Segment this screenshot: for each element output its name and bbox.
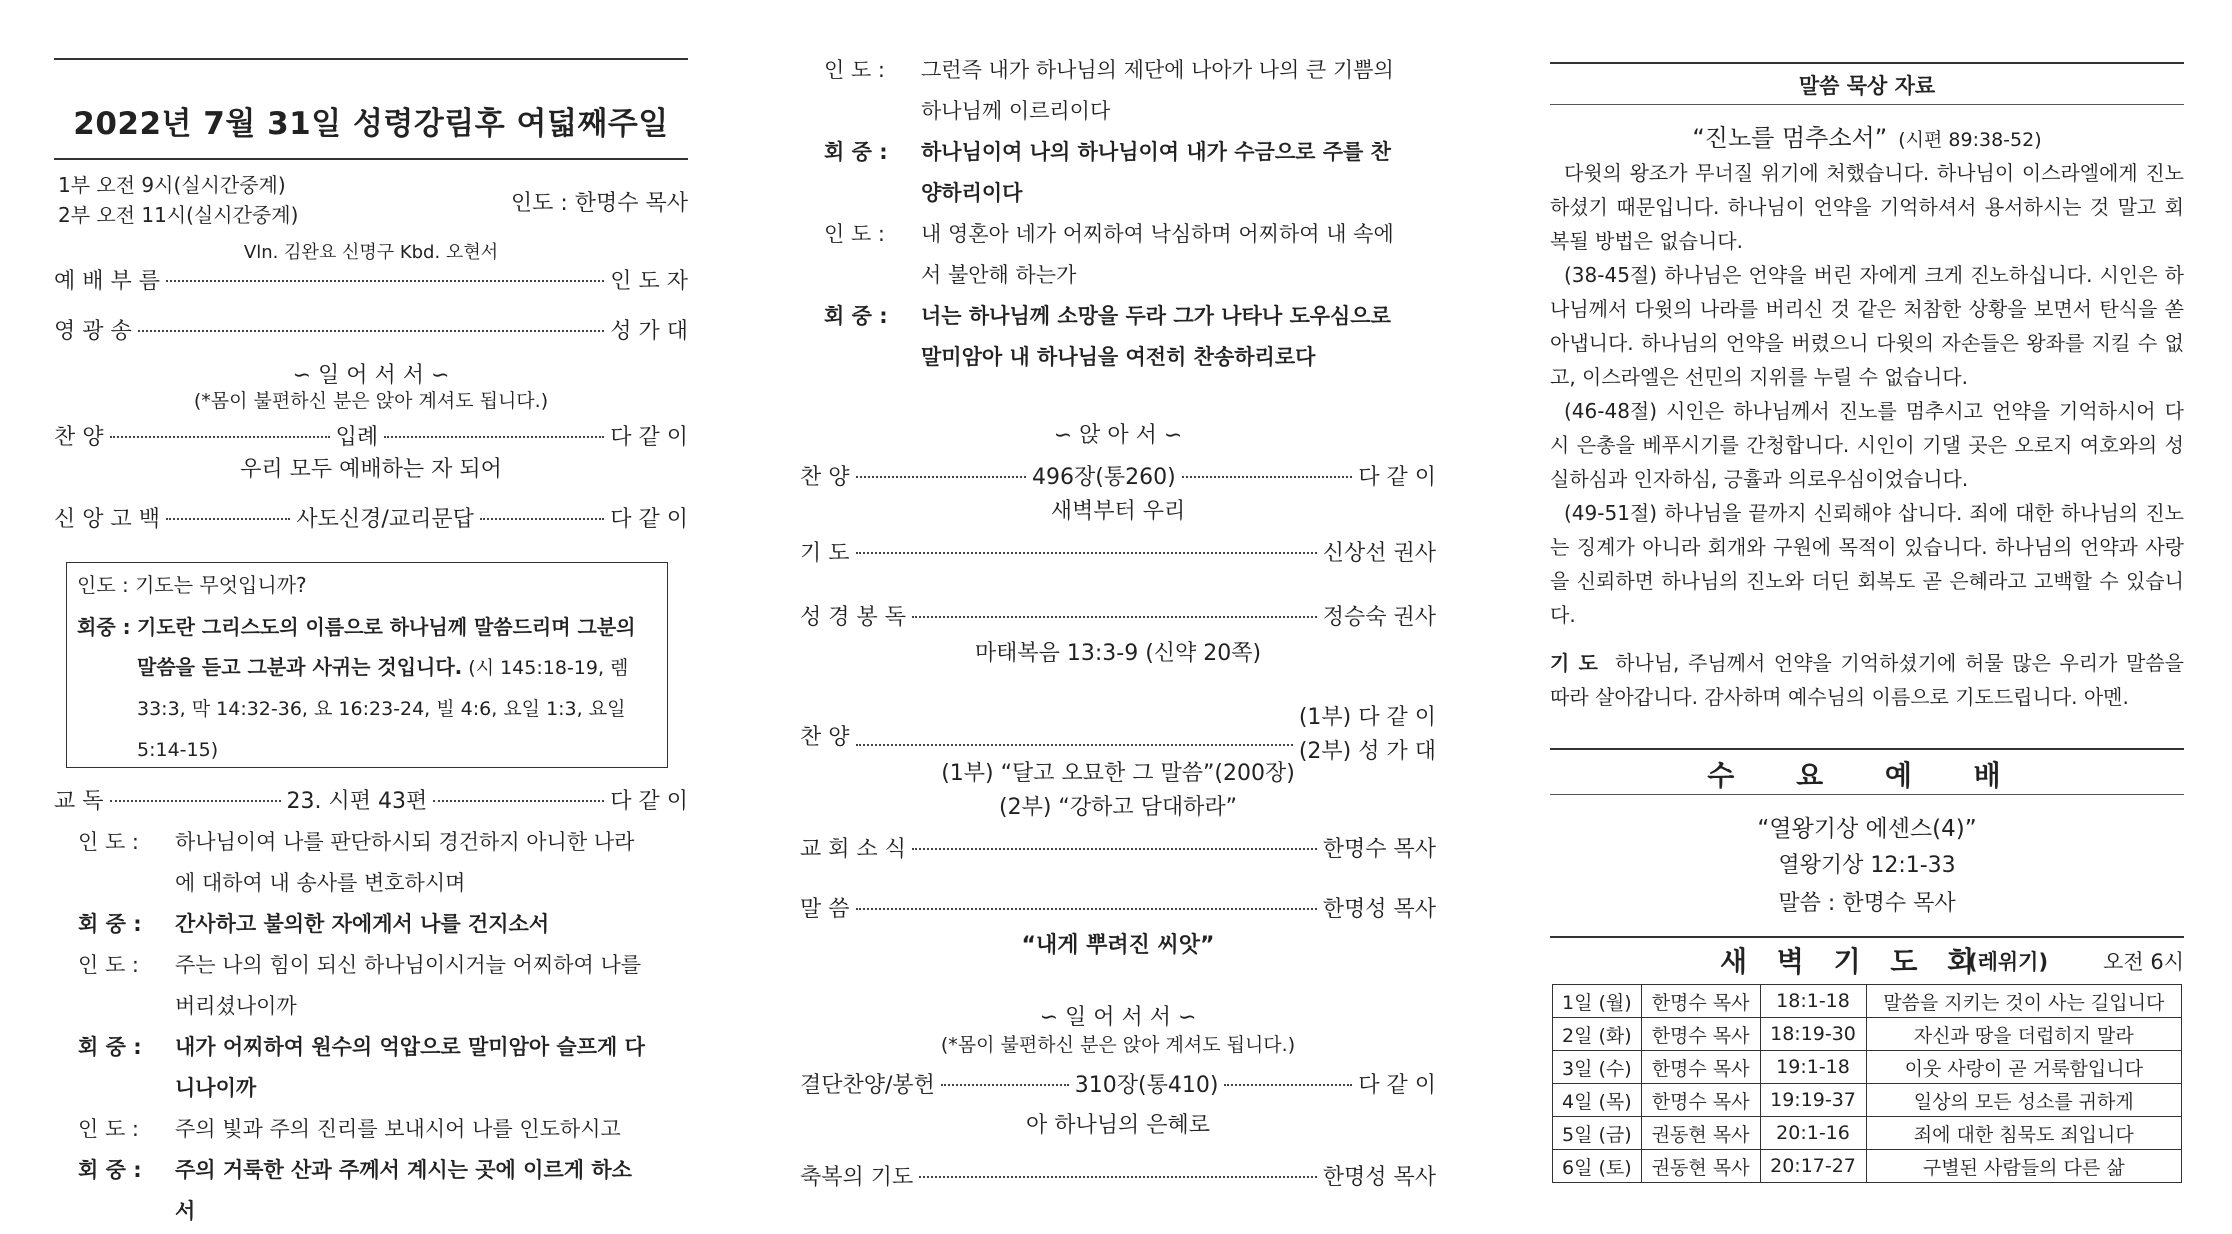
day-cell: 3일 (수) bbox=[1553, 1051, 1642, 1084]
benediction: 축복의 기도 한명성 목사 bbox=[800, 1165, 1436, 1190]
sermon-title: “내게 뿌려진 씨앗” bbox=[1021, 933, 1215, 958]
stand-note-2: (*몸이 불편하신 분은 앉아 계셔도 됩니다.) bbox=[940, 1034, 1296, 1056]
musicians: Vln. 김완요 신명구 Kbd. 오현서 bbox=[243, 242, 499, 263]
confession-of-faith: 신 앙 고 백 사도신경/교리문답 다 같 이 bbox=[54, 507, 688, 532]
anthem-1: (1부) “달고 오묘한 그 말씀”(200장) bbox=[941, 761, 1295, 786]
wednesday-passage: 열왕기상 12:1-33 bbox=[1778, 853, 1956, 878]
dawn-prayer-schedule bbox=[1552, 984, 2182, 1183]
hymn-entrance-title: 우리 모두 예배하는 자 되어 bbox=[240, 457, 502, 482]
meditation-header: 말씀 묵상 자료 bbox=[1798, 74, 1936, 98]
speaker-cell: 한명수 목사 bbox=[1641, 1051, 1760, 1084]
theme-cell: 죄에 대한 침묵도 죄입니다 bbox=[1866, 1117, 2182, 1150]
service-2: 2부 오전 11시(실시간중계) bbox=[58, 203, 299, 227]
day-cell: 6일 (토) bbox=[1553, 1150, 1642, 1183]
leader-line: 인 도 : 내 영혼아 네가 어찌하여 낙심하며 어찌하여 내 속에서 불안해 하는가 bbox=[824, 222, 1394, 287]
stand-marker: ∽ 일 어 서 서 ∽ bbox=[292, 363, 450, 388]
hymn-496-title: 새벽부터 우리 bbox=[1050, 499, 1186, 524]
catechism-answer: 회중 : 기도란 그리스도의 이름으로 하나님께 말씀드리며 그분의 말씀을 듣고 그분과 사귀는 것입니다. (시 145:18-19, 렘 33:3, 막 14:32-36, 요 16:23-24, 빌 4:6, 요일 1:3, 요일 5:14-15) bbox=[77, 615, 636, 761]
congregation-line: 회 중 : 하나님이여 나의 하나님이여 내가 수금으로 주를 찬양하리이다 bbox=[824, 140, 1391, 205]
passage-cell: 18:19-30 bbox=[1760, 1018, 1866, 1051]
table-row bbox=[1553, 1084, 2182, 1117]
passage-cell: 20:1-16 bbox=[1760, 1117, 1866, 1150]
gloria: 영 광 송 성 가 대 bbox=[54, 319, 688, 344]
prayer: 기 도 신상선 권사 bbox=[800, 541, 1436, 566]
title-rule bbox=[54, 158, 688, 160]
leader: 인도 : 한명수 목사 bbox=[510, 191, 688, 216]
day-cell: 5일 (금) bbox=[1553, 1117, 1642, 1150]
call-to-worship: 예 배 부 름 인 도 자 bbox=[54, 269, 688, 294]
passage-cell: 19:1-18 bbox=[1760, 1051, 1866, 1084]
service-1: 1부 오전 9시(실시간중계) bbox=[58, 173, 286, 197]
speaker-cell: 권동현 목사 bbox=[1641, 1117, 1760, 1150]
table-row bbox=[1553, 1150, 2182, 1183]
top-rule bbox=[54, 58, 688, 60]
theme-cell: 이웃 사랑이 곧 거룩함입니다 bbox=[1866, 1051, 2182, 1084]
stand-marker-2: ∽ 일 어 서 서 ∽ bbox=[1039, 1005, 1197, 1030]
hymn-entrance: 찬 양 입례 다 같 이 bbox=[54, 425, 689, 450]
wednesday-header: 수 요 예 배 bbox=[1707, 759, 2027, 792]
speaker-cell: 권동현 목사 bbox=[1641, 1150, 1760, 1183]
responsive-lines bbox=[78, 822, 652, 1232]
sermon: 말 씀 한명성 목사 bbox=[800, 897, 1436, 922]
anthem: 찬 양 (1부) 다 같 이 (2부) 성 가 대 bbox=[800, 705, 1436, 764]
theme-cell: 구별된 사람들의 다른 삶 bbox=[1866, 1150, 2182, 1183]
speaker-cell: 한명수 목사 bbox=[1641, 1084, 1760, 1117]
meditation-text: 다윗의 왕조가 무너질 위기에 처했습니다. 하나님이 이스라엘에게 진노하셨기 때문입니다. 하나님이 언약을 기억하셔서 용서하시는 것 말고 회복될 방법은 없습니다. (38-45절) 하나님은 언약을 버린 자에게 크게 진노하십니다. 시인은 하나님께서 다윗의 나라를 버리신 것 같은 처참한 상황을 보면서 탄식을 쏟아냅니다. 하나님의 언약을 버렸으니 다윗의 자손들은 왕좌를 지킬 수 없고, 이스라엘은 선민의 지위를 누릴 수 없습니다. (46-48절) 시인은 하나님께서 진노를 멈추시고 언약을 기억하시어 다시 은총을 베푸시기를 간청합니다. 시인이 기댈 곳은 오로지 여호와의 성실하심과 인자하심, 긍휼과 의로우심이었습니다. (49-51절) 하나님을 끝까지 신뢰해야 삽니다. 죄에 대한 하나님의 진노는 징계가 아니라 회개와 구원에 목적이 있습니다. 하나님의 언약과 사랑을 신뢰하면 하나님의 진노와 더딘 회복도 곧 은혜라고 고백할 수 있습니다. 기 도 하나님, 주님께서 언약을 기억하셨기에 허물 많은 우리가 말씀을 따라 살아갑니다. 감사하며 예수님의 이름으로 기도드립니다. 아멘. bbox=[1550, 156, 2184, 714]
church-news: 교 회 소 식 한명수 목사 bbox=[800, 837, 1436, 862]
theme-cell: 자신과 땅을 더럽히지 말라 bbox=[1866, 1018, 2182, 1051]
offering: 결단찬양/봉헌 310장(통410) 다 같 이 bbox=[800, 1073, 1436, 1098]
leader-line: 인 도 : 주는 나의 힘이 되신 하나님이시거늘 어찌하여 나를 버리셨나이까 bbox=[78, 953, 642, 1018]
congregation-line: 회 중 : 내가 어찌하여 원수의 억압으로 말미암아 슬프게 다니나이까 bbox=[78, 1035, 645, 1100]
speaker-cell: 한명수 목사 bbox=[1641, 1018, 1760, 1051]
passage-cell: 20:17-27 bbox=[1760, 1150, 1866, 1183]
table-row bbox=[1553, 1018, 2182, 1051]
congregation-line: 회 중 : 주의 거룩한 산과 주께서 계시는 곳에 이르게 하소서 bbox=[78, 1158, 632, 1223]
speaker-cell: 한명수 목사 bbox=[1641, 985, 1760, 1018]
dawn-prayer-header: 새 벽 기 도 회 (레위기) 오전 6시 bbox=[1720, 945, 2184, 978]
leader-line: 인 도 : 주의 빛과 주의 진리를 보내시어 나를 인도하시고 bbox=[78, 1117, 621, 1141]
table-row bbox=[1553, 985, 2182, 1018]
meditation-title: “진노를 멈추소서” (시편 89:38-52) bbox=[1692, 124, 2042, 152]
congregation-line: 회 중 : 간사하고 불의한 자에게서 나를 건지소서 bbox=[78, 912, 550, 936]
passage-cell: 18:1-18 bbox=[1760, 985, 1866, 1018]
table-row bbox=[1553, 1117, 2182, 1150]
hymn-496: 찬 양 496장(통260) 다 같 이 bbox=[800, 465, 1436, 490]
day-cell: 4일 (목) bbox=[1553, 1084, 1642, 1117]
offering-hymn-title: 아 하나님의 은혜로 bbox=[1025, 1113, 1210, 1138]
closing-prayer: 기 도 하나님, 주님께서 언약을 기억하셨기에 허물 많은 우리가 말씀을 따라 살아갑니다. 감사하며 예수님의 이름으로 기도드립니다. 아멘. bbox=[1550, 651, 2184, 709]
wednesday-speaker: 말씀 : 한명수 목사 bbox=[1778, 891, 1956, 916]
passage-cell: 19:19-37 bbox=[1760, 1084, 1866, 1117]
leader-line: 인 도 : 하나님이여 나를 판단하시되 경건하지 아니한 나라에 대하여 내 송사를 변호하시며 bbox=[78, 830, 635, 895]
scripture-reading: 성 경 봉 독 정승숙 권사 bbox=[800, 605, 1436, 630]
sit-marker: ∽ 앉 아 서 ∽ bbox=[1053, 423, 1183, 448]
catechism-box bbox=[66, 562, 668, 768]
responsive-lines-cont bbox=[824, 50, 1396, 378]
day-cell: 2일 (화) bbox=[1553, 1018, 1642, 1051]
stand-note: (*몸이 불편하신 분은 앉아 계셔도 됩니다.) bbox=[193, 390, 549, 412]
congregation-line: 회 중 : 너는 하나님께 소망을 두라 그가 나타나 도우심으로 말미암아 내 하나님을 여전히 찬송하리로다 bbox=[824, 304, 1391, 369]
scripture-passage: 마태복음 13:3-9 (신약 20쪽) bbox=[974, 641, 1262, 666]
table-row bbox=[1553, 1051, 2182, 1084]
theme-cell: 말씀을 지키는 것이 사는 길입니다 bbox=[1866, 985, 2182, 1018]
anthem-2: (2부) “강하고 담대하라” bbox=[999, 795, 1237, 820]
wednesday-title: “열왕기상 에센스(4)” bbox=[1757, 816, 1977, 842]
leader-line: 인 도 : 그런즉 내가 하나님의 제단에 나아가 나의 큰 기쁨의 하나님께 이르리이다 bbox=[824, 58, 1394, 123]
page-title: 2022년 7월 31일 성령강림후 여덟째주일 bbox=[73, 106, 669, 142]
day-cell: 1일 (월) bbox=[1553, 985, 1642, 1018]
responsive-reading: 교 독 23. 시편 43편 다 같 이 bbox=[54, 789, 689, 814]
theme-cell: 일상의 모든 성소를 귀하게 bbox=[1866, 1084, 2182, 1117]
catechism-question: 인도 : 기도는 무엇입니까? bbox=[77, 573, 307, 597]
